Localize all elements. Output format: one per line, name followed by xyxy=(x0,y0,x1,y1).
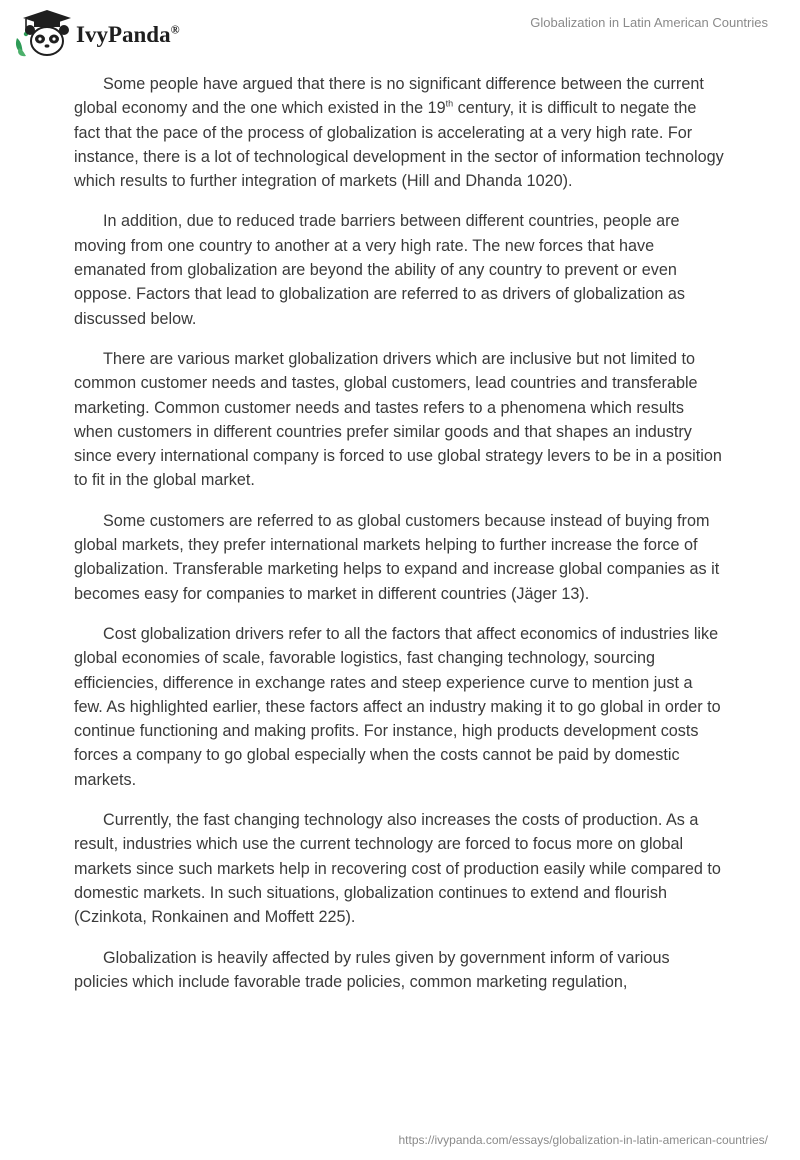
page-header xyxy=(0,0,800,70)
paragraph-2: In addition, due to reduced trade barriers between different countries, people are moving from one country to another at a very high rate. The new forces that have emanated from globalization are beyond the ability of any country to prevent or even oppose. Factors that lead to globalization are referred to as drivers of globalization as discussed below. xyxy=(74,212,685,328)
paragraph-4: Some customers are referred to as global customers because instead of buying from global markets, they prefer international markets helping to further increase the force of globalization. Transferable marketing helps to expand and increase global companies as it becomes easy for companies to market in different countries (Jäger 13). xyxy=(74,511,720,603)
essay-body xyxy=(74,72,724,1010)
paragraph-7: Globalization is heavily affected by rules given by government inform of various policies which include favorable trade policies, common marketing regulation, xyxy=(74,948,670,991)
paragraph-1: Some people have argued that there is no significant difference between the current global economy and the one which existed in the 19th century, it is difficult to negate the fact that the pace of the process of globalization is accelerating at a very high rate. For instance, there is a lot of technological development in the sector of information technology which results to further integration of markets (Hill and Dhanda 1020). xyxy=(74,75,724,191)
source-url[interactable]: https://ivypanda.com/essays/globalization-in-latin-american-countries/ xyxy=(398,1133,768,1147)
ivypanda-logo[interactable] xyxy=(14,8,180,58)
paragraph-3: There are various market globalization drivers which are inclusive but not limited to common customer needs and tastes, global customers, lead countries and transferable marketing. Common customer needs and tastes refers to a phenomena which results when customers in different countries prefer similar goods and that shapes an industry since every international company is forced to use global strategy levers to be in a position to fit in the global market. xyxy=(74,349,722,490)
brand-name: IvyPanda® xyxy=(76,22,180,47)
panda-graduate-icon xyxy=(14,8,72,58)
paragraph-5: Cost globalization drivers refer to all the factors that affect economics of industries like global economies of scale, favorable logistics, fast changing technology, sourcing efficiencies, difference in exchange rates and steep experience curve to mention just a few. As highlighted earlier, these factors affect an industry making it to go global in order to continue functioning and making profits. For instance, high products development costs forces a company to go global especially when the costs cannot be paid by domestic markets. xyxy=(74,624,721,789)
paragraph-6: Currently, the fast changing technology also increases the costs of production. As a result, industries which use the current technology are forced to focus more on global markets since such markets help in recovering cost of production easily while compared to domestic markets. In such situations, globalization continues to extend and flourish (Czinkota, Ronkainen and Moffett 225). xyxy=(74,811,721,927)
document-title: Globalization in Latin American Countries xyxy=(530,15,768,30)
